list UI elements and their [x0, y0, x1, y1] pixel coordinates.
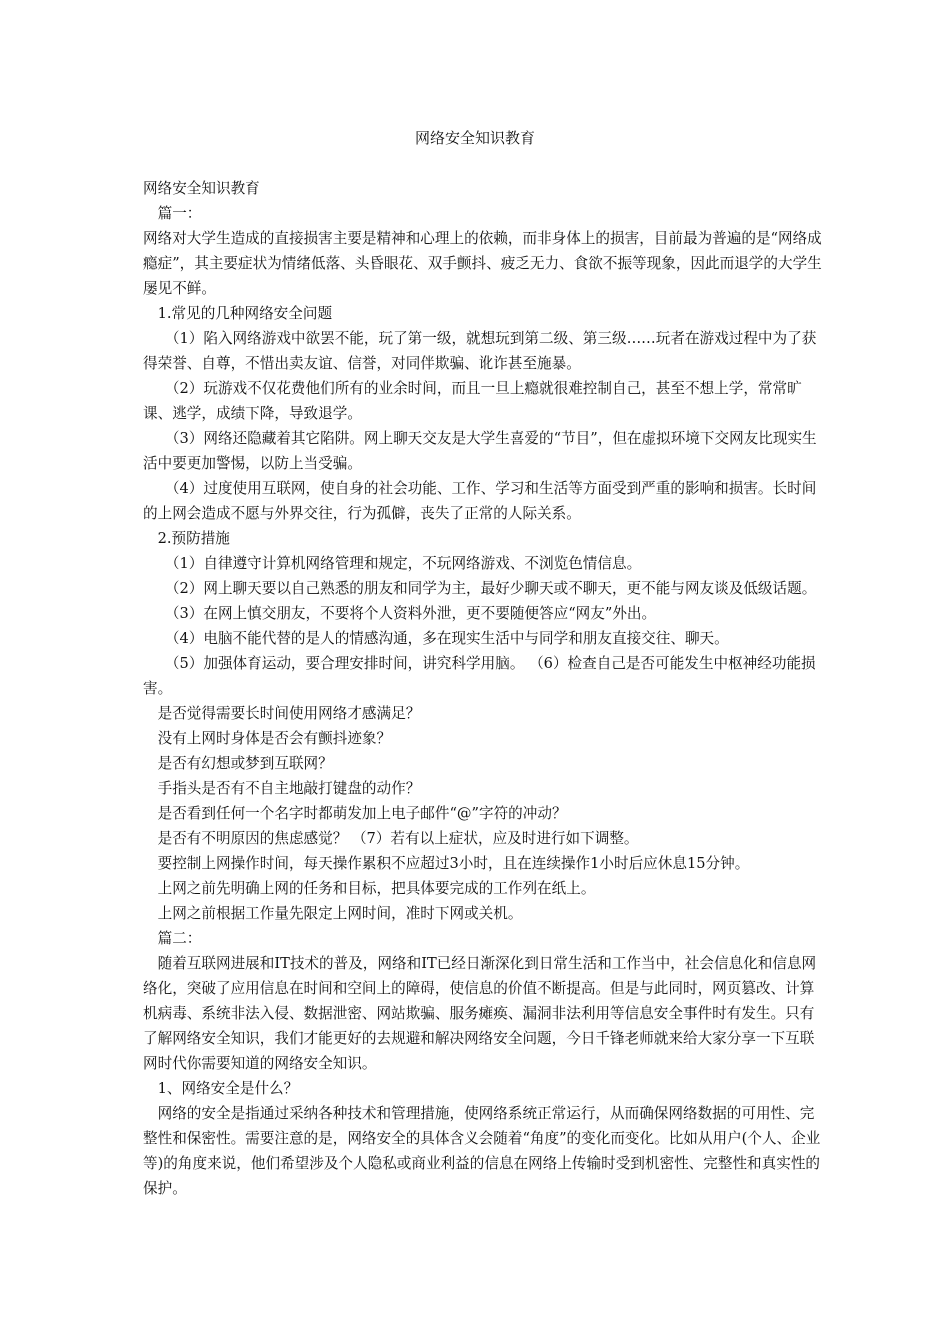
- paragraph: 1、网络安全是什么？: [157, 1080, 299, 1097]
- paragraph: （3）在网上慎交朋友，不要将个人资料外泄，更不要随便答应“网友”外出。: [164, 605, 657, 622]
- paragraph: 上网之前根据工作量先限定上网时间，准时下网或关机。: [157, 905, 523, 922]
- paragraph: （2）网上聊天要以自己熟悉的朋友和同学为主，最好少聊天或不聊天，更不能与网友谈及低级话题。: [164, 580, 817, 597]
- paragraph: 要控制上网操作时间，每天操作累积不应超过3小时，且在连续操作1小时后应休息15分钟。: [157, 855, 750, 872]
- paragraph: 随着互联网进展和IT技术的普及，网络和IT已经日渐深化到日常生活和工作当中，社会信息化和信息网络化，突破了应用信息在时间和空间上的障碍，使信息的价值不断提高。但是与此同时，网页篡改、计算机病毒、系统非法入侵、数据泄密、网站欺骗、服务瘫痪、漏洞非法利用等信息安全事件时有发生。只有了解网络安全知识，我们才能更好的去规避和解决网络安全问题，今日千锋老师就来给大家分享一下互联网时代你需要知道的网络安全知识。: [143, 955, 817, 1072]
- paragraph: 是否觉得需要长时间使用网络才感满足？: [157, 705, 421, 722]
- paragraph: 是否有幻想或梦到互联网？: [157, 755, 333, 772]
- paragraph: 是否有不明原因的焦虑感觉？ （7）若有以上症状，应及时进行如下调整。: [157, 830, 639, 847]
- paragraph: （2）玩游戏不仅花费他们所有的业余时间，而且一旦上瘾就很难控制自己，甚至不想上学，常常旷课、逃学，成绩下降，导致退学。: [143, 380, 802, 422]
- paragraph: 网络安全知识教育: [143, 180, 260, 197]
- document-body: [143, 176, 823, 1201]
- paragraph: 上网之前先明确上网的任务和目标，把具体要完成的工作列在纸上。: [157, 880, 596, 897]
- document-title: 网络安全知识教育: [414, 129, 535, 147]
- paragraph: 篇二：: [157, 930, 202, 947]
- paragraph: 网络的安全是指通过采纳各种技术和管理措施，使网络系统正常运行，从而确保网络数据的可用性、完整性和保密性。需要注意的是，网络安全的具体含义会随着“角度”的变化而变化。比如从用户(个人、企业等)的角度来说，他们希望涉及个人隐私或商业利益的信息在网络上传输时受到机密性、完整性和真实性的保护。: [143, 1105, 821, 1197]
- paragraph: （1）自律遵守计算机网络管理和规定，不玩网络游戏、不浏览色情信息。: [164, 555, 642, 572]
- paragraph: 是否看到任何一个名字时都萌发加上电子邮件“@”字符的冲动？: [157, 805, 567, 822]
- paragraph: 没有上网时身体是否会有颤抖迹象？: [157, 730, 392, 747]
- paragraph: 2.预防措施: [157, 530, 230, 547]
- paragraph: （4）过度使用互联网，使自身的社会功能、工作、学习和生活等方面受到严重的影响和损害。长时间的上网会造成不愿与外界交往，行为孤僻，丧失了正常的人际关系。: [143, 480, 817, 522]
- paragraph: （4）电脑不能代替的是人的情感沟通，多在现实生活中与同学和朋友直接交往、聊天。: [164, 630, 729, 647]
- paragraph: 篇一：: [157, 205, 202, 222]
- paragraph: 网络对大学生造成的直接损害主要是精神和心理上的依赖，而非身体上的损害，目前最为普遍的是“网络成瘾症”，其主要症状为情绪低落、头昏眼花、双手颤抖、疲乏无力、食欲不振等现象，因此而退学的大学生屡见不鲜。: [143, 230, 822, 297]
- paragraph: （3）网络还隐藏着其它陷阱。网上聊天交友是大学生喜爱的“节目”，但在虚拟环境下交网友比现实生活中要更加警惕，以防上当受骗。: [143, 430, 817, 472]
- paragraph: （1）陷入网络游戏中欲罢不能，玩了第一级，就想玩到第二级、第三级……玩者在游戏过程中为了获得荣誉、自尊，不惜出卖友谊、信誉，对同伴欺骗、讹诈甚至施暴。: [143, 330, 817, 372]
- paragraph: 1.常见的几种网络安全问题: [157, 305, 333, 322]
- paragraph: （5）加强体育运动，要合理安排时间，讲究科学用脑。 （6）检查自己是否可能发生中枢神经功能损害。: [143, 655, 816, 697]
- paragraph: 手指头是否有不自主地敲打键盘的动作？: [157, 780, 421, 797]
